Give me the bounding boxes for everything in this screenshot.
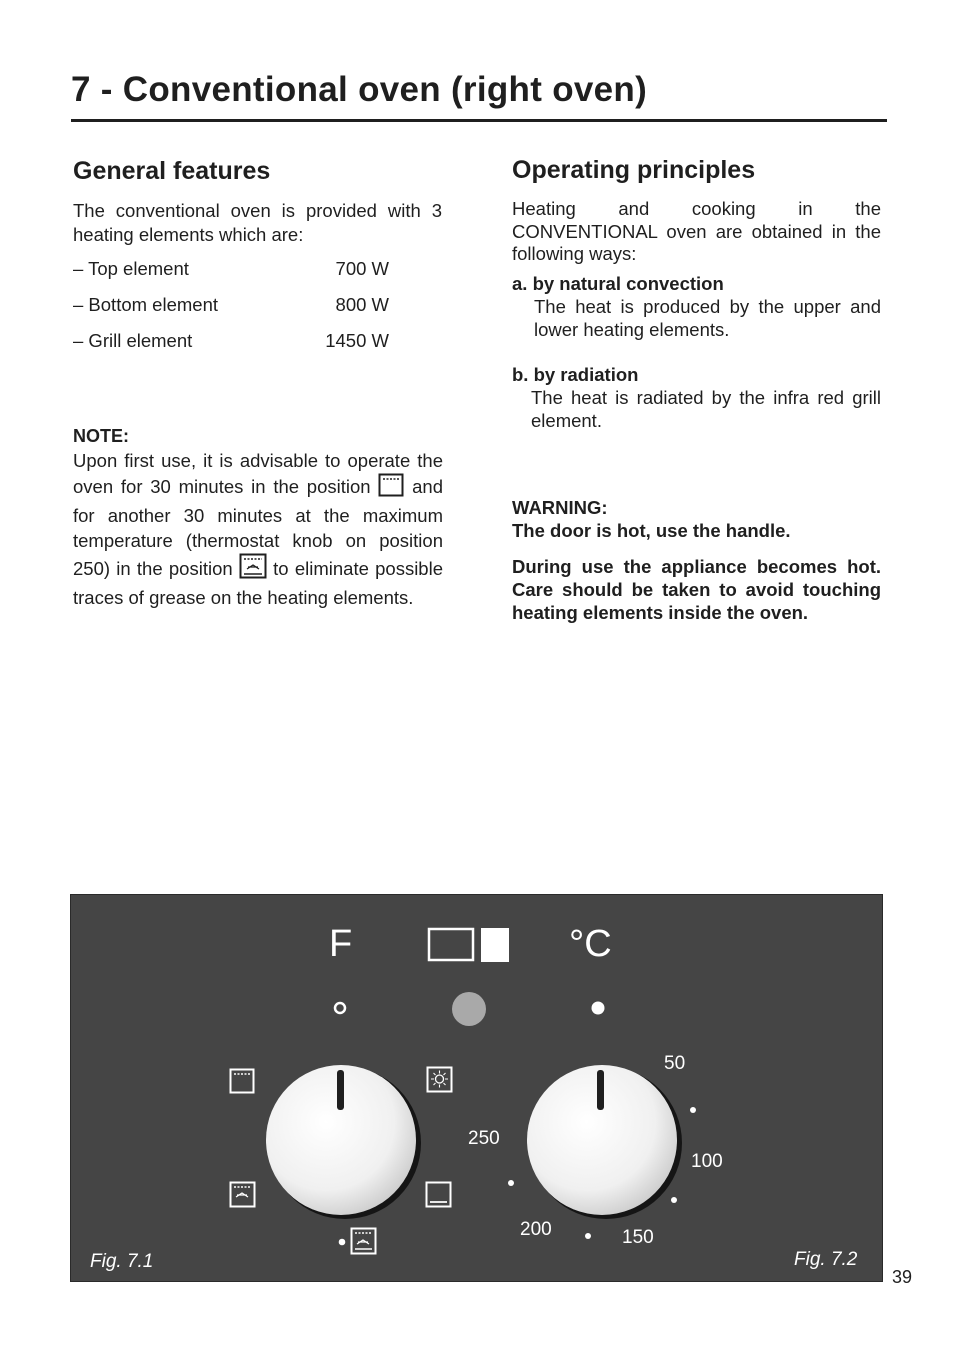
- element-name: – Grill element: [73, 330, 193, 351]
- scale-dot: [689, 1106, 697, 1114]
- convection-text: The heat is produced by the upper and lower heating elements.: [534, 296, 881, 340]
- scale-250: 250: [468, 1128, 500, 1149]
- note-part2: and for another 30 minutes at the maximum temperature (thermostat knob on position 250) in the position: [73, 476, 444, 579]
- convection-label: a. by natural convection: [512, 273, 724, 294]
- warning-label: WARNING:: [512, 497, 608, 518]
- element-watts: 800 W: [335, 294, 389, 315]
- note-part1: Upon first use, it is advisable to operate the oven for 30 minutes in the position: [73, 450, 443, 497]
- bottom-element-icon: [425, 1181, 452, 1208]
- top-element-icon: [229, 1068, 255, 1094]
- scale-50: 50: [664, 1053, 686, 1074]
- light-icon: [426, 1066, 453, 1093]
- radiation-text: The heat is radiated by the infra red grill element.: [531, 387, 881, 431]
- scale-dot: [670, 1196, 678, 1204]
- chapter-title: 7 - Conventional oven (right oven): [71, 70, 648, 109]
- main-indicator-light: [451, 991, 487, 1027]
- general-features-heading: General features: [73, 157, 271, 185]
- control-panel-figure: [70, 894, 883, 1282]
- note-part3: to eliminate possible traces of grease on the heating elements.: [73, 558, 443, 608]
- scale-100: 100: [691, 1151, 723, 1172]
- note-label: NOTE:: [73, 426, 129, 446]
- element-name: – Bottom element: [73, 294, 218, 315]
- scale-dot: [507, 1179, 515, 1187]
- element-watts: 700 W: [335, 258, 389, 279]
- note-text: [73, 448, 443, 610]
- function-knob-label: F: [329, 923, 353, 965]
- title-rule: [71, 119, 887, 122]
- scale-150: 150: [622, 1227, 654, 1248]
- grill-element-icon: [229, 1181, 256, 1208]
- operating-principles-heading: Operating principles: [512, 156, 756, 184]
- oven-selector-icon: [427, 927, 511, 963]
- thermostat-knob[interactable]: [522, 1060, 682, 1220]
- figure-label-2: Fig. 7.2: [794, 1249, 858, 1270]
- scale-200: 200: [520, 1219, 552, 1240]
- grill-fan-icon: [239, 553, 267, 585]
- radiation-label: b. by radiation: [512, 364, 639, 385]
- function-knob[interactable]: [261, 1060, 421, 1220]
- operating-intro: Heating and cooking in the CONVENTIONAL oven are obtained in the following ways:: [512, 198, 881, 264]
- page-number: 39: [892, 1267, 913, 1287]
- element-watts: 1450 W: [325, 330, 389, 351]
- grill-fan-icon: [350, 1227, 377, 1255]
- figure-label-1: Fig. 7.1: [90, 1251, 154, 1272]
- function-indicator-light: [333, 1001, 347, 1015]
- element-name: – Top element: [73, 258, 189, 279]
- top-element-icon: [378, 473, 404, 503]
- thermostat-knob-label: °C: [569, 923, 612, 965]
- position-dot: [337, 1237, 347, 1247]
- warning-text-2: During use the appliance becomes hot. Care should be taken to avoid touching heating elements inside the oven.: [512, 556, 881, 623]
- thermostat-indicator-light: [591, 1001, 605, 1015]
- general-intro: The conventional oven is provided with 3 heating elements which are:: [73, 200, 442, 245]
- warning-text: The door is hot, use the handle.: [512, 520, 791, 541]
- scale-dot: [584, 1232, 592, 1240]
